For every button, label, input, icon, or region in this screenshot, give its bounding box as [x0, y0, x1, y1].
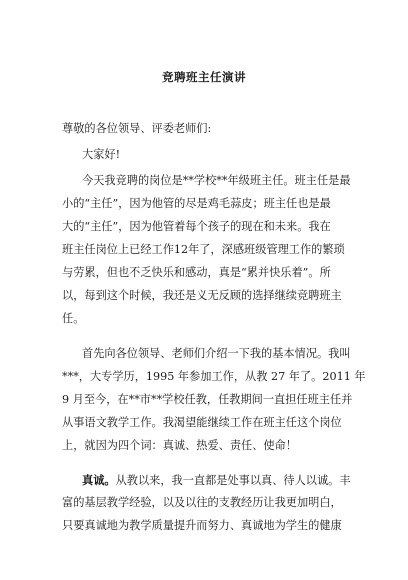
salutation: 尊敬的各位领导、评委老师们:: [62, 122, 212, 135]
paragraph2-line4: 从事语文教学工作。我渴望能继续工作在班主任这个岗位: [62, 416, 342, 429]
paragraph2-line5: 上，就因为四个词：真诚、热爱、责任、使命！: [62, 439, 297, 452]
paragraph2-line3: 9 月至今，在**市**学校任教，任教期间一直担任班主任并: [62, 393, 353, 406]
paragraph1-line3: 大的“主任”，因为他管着每个孩子的现在和未来。我在: [62, 220, 331, 233]
paragraph3-line3: 只要真诚地为教学质量提升而努力、真诚地为学生的健康: [62, 519, 342, 532]
document-title: 竞聘班主任演讲: [162, 70, 246, 84]
paragraph3-line1: [82, 472, 408, 489]
paragraph2-line1: 首先向各位领导、老师们介绍一下我的基本情况。我叫: [82, 347, 351, 360]
paragraph1-line5: 与劳累，但也不乏快乐和感动，真是“累并快乐着”。所: [62, 266, 331, 279]
paragraph1-line4: 班主任岗位上已经工作12年了，深感班级管理工作的繁琐: [62, 243, 345, 256]
paragraph1-line7: 任。: [62, 312, 85, 325]
paragraph3-line2: 富的基层教学经验，以及以往的支教经历让我更加明白，: [62, 496, 342, 509]
paragraph2-line2: ***，大专学历，1995 年参加工作，从教 27 年了。2011 年: [62, 370, 366, 383]
paragraph1-line6: 以，每到这个时候，我还是义无反顾的选择继续竞聘班主: [62, 289, 342, 302]
paragraph1-line2: 小的“主任”，因为他管的尽是鸡毛蒜皮；班主任也是最: [62, 197, 331, 210]
paragraph3-lead: 真诚。: [82, 473, 116, 487]
greeting: 大家好!: [82, 148, 121, 161]
paragraph3-line1-rest: 从教以来，我一直都是处事以真、待人以诚。丰: [115, 474, 351, 487]
paragraph1-line1: 今天我竞聘的岗位是**学校**年级班主任。班主任是最: [82, 174, 351, 187]
